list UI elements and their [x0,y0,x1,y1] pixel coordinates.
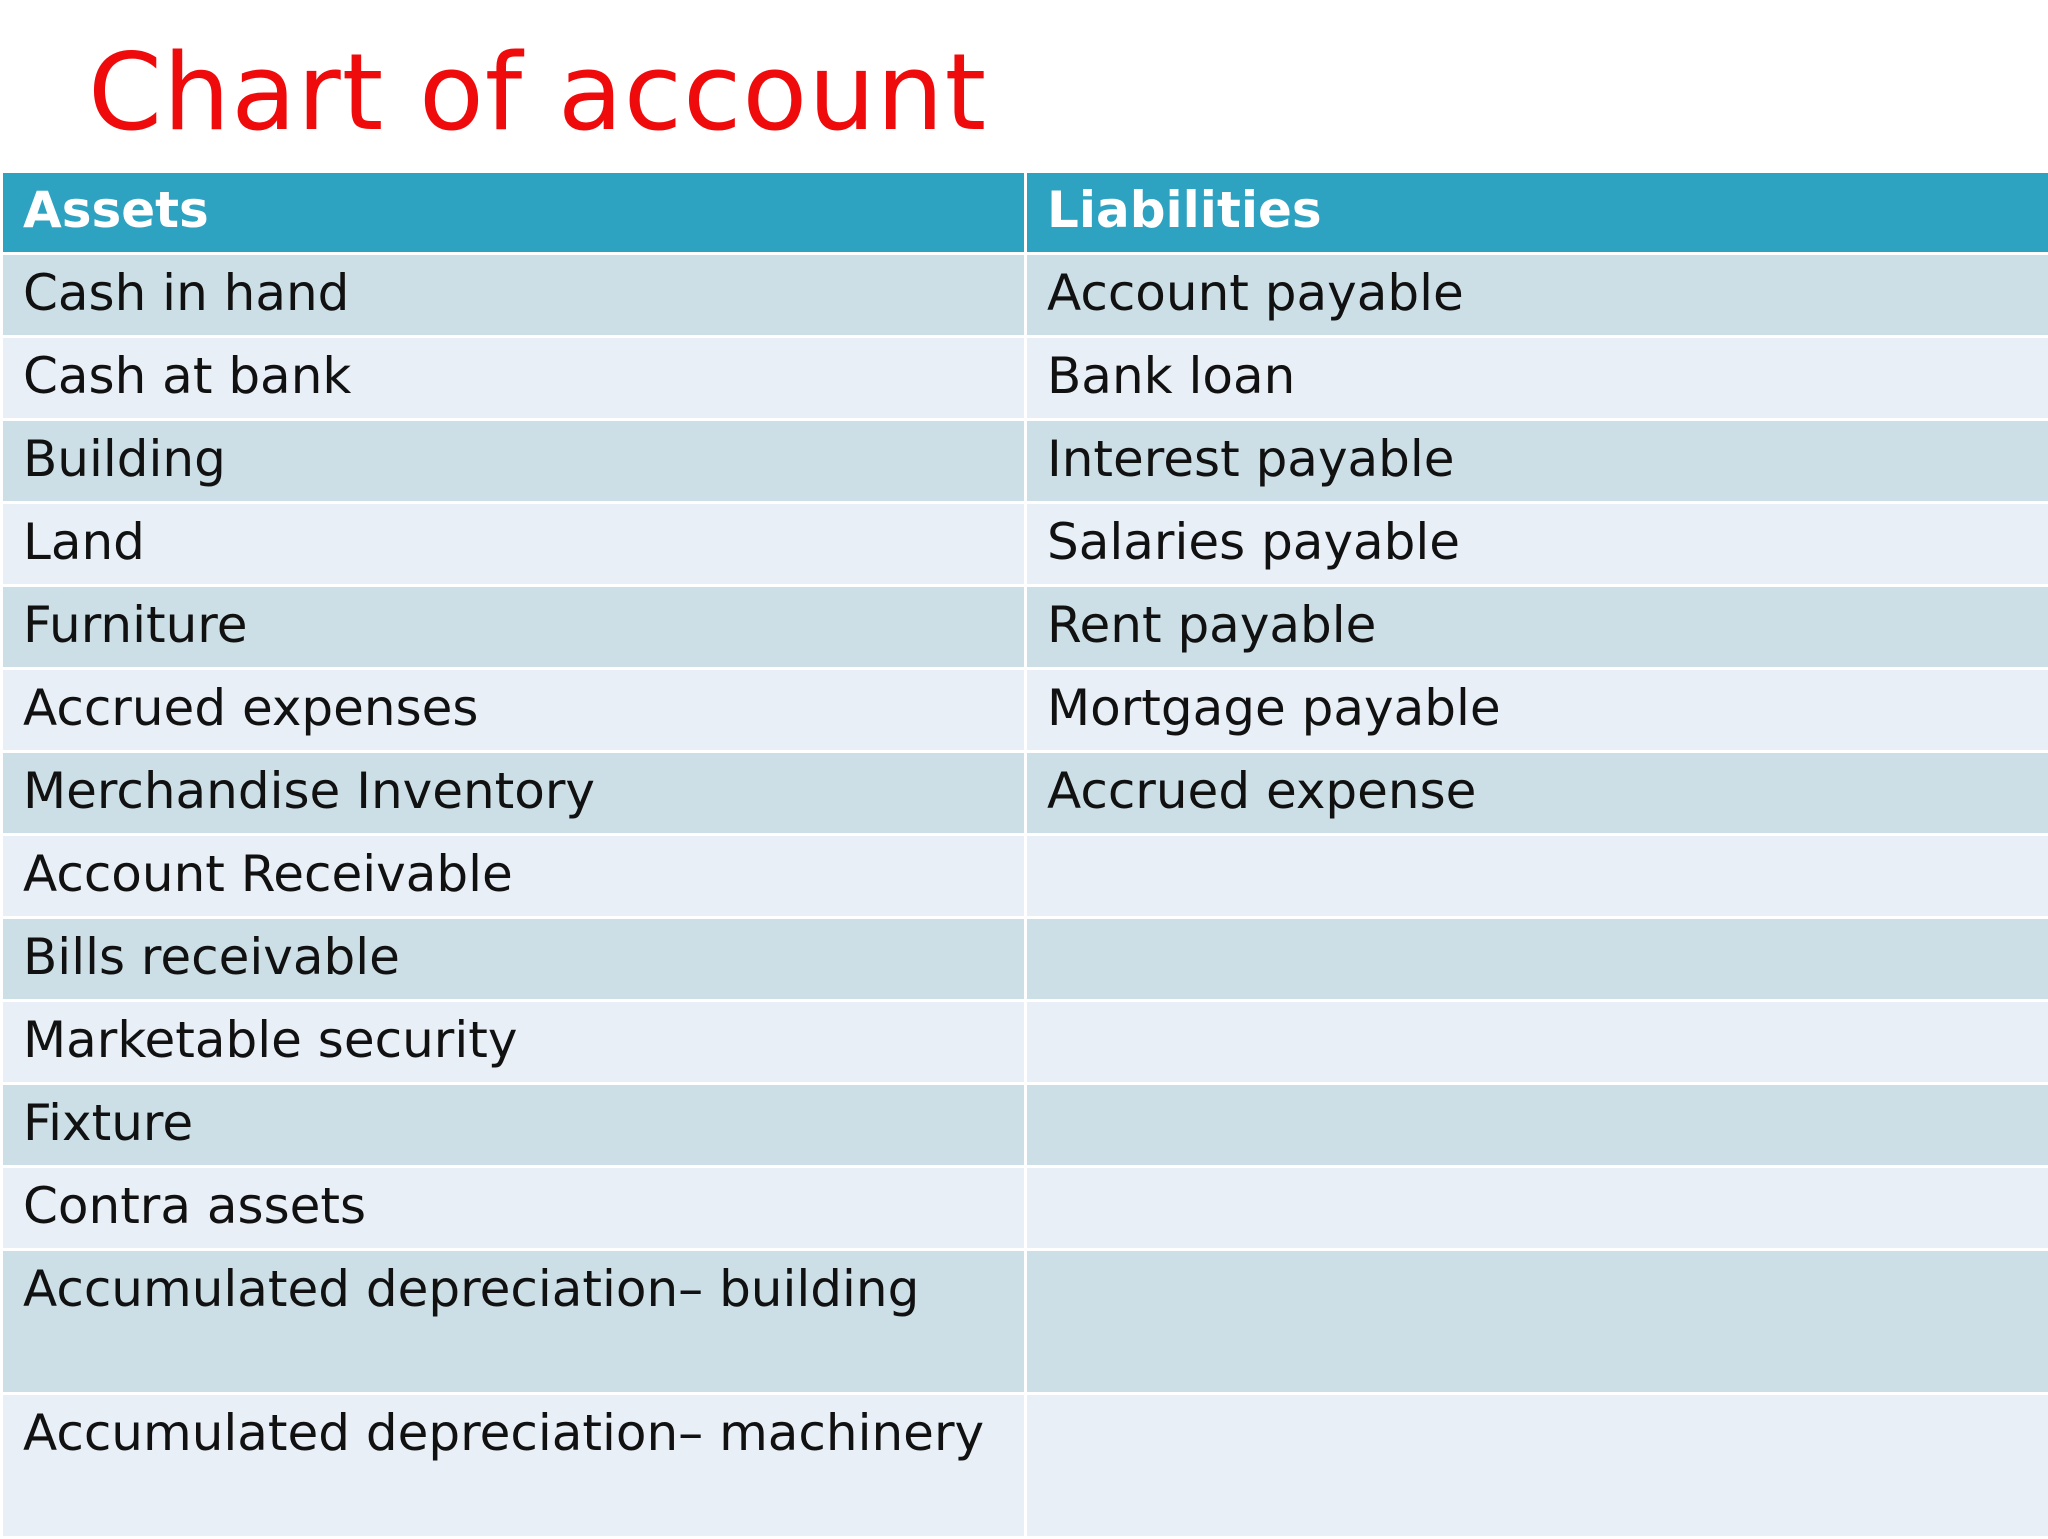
table-row [2,337,2048,420]
liability-cell [1026,918,2048,1001]
asset-cell: Building [2,420,1026,503]
table-row [2,835,2048,918]
table-row [2,918,2048,1001]
liability-cell [1026,1250,2048,1394]
table-row [2,420,2048,503]
asset-cell: Cash at bank [2,337,1026,420]
liability-cell: Interest payable [1026,420,2048,503]
table-header-row [2,172,2048,254]
table-row [2,669,2048,752]
table-row [2,254,2048,337]
asset-cell: Accumulated depreciation– machinery [2,1394,1026,1538]
liability-cell: Salaries payable [1026,503,2048,586]
table-row [2,586,2048,669]
liabilities-column-header: Liabilities [1026,172,2048,254]
asset-cell: Accumulated depreciation– building [2,1250,1026,1394]
liability-cell: Account payable [1026,254,2048,337]
asset-cell: Bills receivable [2,918,1026,1001]
asset-cell: Fixture [2,1084,1026,1167]
liability-cell: Rent payable [1026,586,2048,669]
liability-cell: Accrued expense [1026,752,2048,835]
liability-cell [1026,1167,2048,1250]
liability-cell: Bank loan [1026,337,2048,420]
assets-column-header: Assets [2,172,1026,254]
liability-cell [1026,1394,2048,1538]
chart-of-account-table [0,170,2048,1539]
asset-cell: Merchandise Inventory [2,752,1026,835]
asset-cell: Furniture [2,586,1026,669]
asset-cell: Accrued expenses [2,669,1026,752]
liability-cell [1026,1084,2048,1167]
table-row [2,1167,2048,1250]
liability-cell [1026,1001,2048,1084]
asset-cell: Cash in hand [2,254,1026,337]
table-row [2,1250,2048,1394]
slide-title: Chart of account [88,28,987,158]
asset-cell: Account Receivable [2,835,1026,918]
table-row [2,1084,2048,1167]
liability-cell [1026,835,2048,918]
table-row [2,752,2048,835]
asset-cell: Land [2,503,1026,586]
asset-cell: Marketable security [2,1001,1026,1084]
asset-cell: Contra assets [2,1167,1026,1250]
table-row [2,1001,2048,1084]
table-row [2,1394,2048,1538]
liability-cell: Mortgage payable [1026,669,2048,752]
table-row [2,503,2048,586]
